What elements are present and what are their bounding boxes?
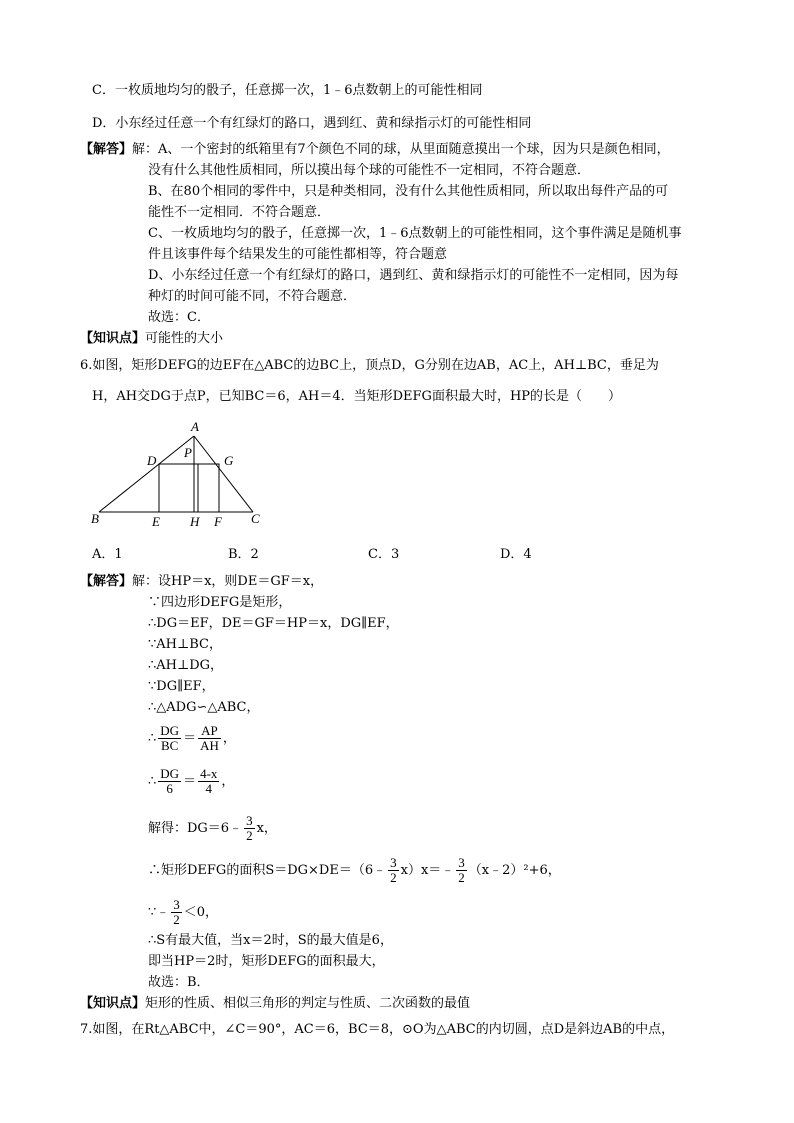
side-ac <box>194 436 253 512</box>
solution-step: ∵AH⊥BC， <box>148 637 222 652</box>
answer-line: 件且该事件每个结果发生的可能性都相等，符合题意 <box>148 247 448 262</box>
denominator: 2 <box>173 912 180 927</box>
numerator: 3 <box>390 855 397 870</box>
denominator: AH <box>200 738 219 753</box>
answer-line: C、一枚质地均匀的骰子，任意掷一次，1﹣6点数朝上的可能性相同，这个事件满足是随机事 <box>148 226 682 241</box>
denominator: 4 <box>205 781 212 796</box>
label-h: H <box>190 514 200 529</box>
label-c: C <box>251 511 260 526</box>
fraction <box>198 724 221 753</box>
label-b: B <box>91 511 99 526</box>
option-c: C．一枚质地均匀的骰子，任意掷一次，1﹣6点数朝上的可能性相同 <box>92 83 483 98</box>
solve-text-end: x， <box>256 821 277 836</box>
solution-step: ∵DG∥EF， <box>148 679 215 694</box>
option-b: B．2 <box>228 547 259 562</box>
equals: ＝ <box>183 731 197 746</box>
answer-line: 没有什么其他性质相同，所以摸出每个球的可能性不一定相同，不符合题意． <box>148 163 591 178</box>
option-a: A．1 <box>92 547 123 562</box>
knowledge-6 <box>80 995 470 1013</box>
side-ab <box>99 436 194 512</box>
denominator: 2 <box>458 870 465 885</box>
label-e: E <box>152 514 160 529</box>
area-text: ∴矩形DEFG的面积S＝DG×DE＝（6﹣ <box>148 863 387 878</box>
answer-block-5 <box>80 141 670 159</box>
therefore-symbol: ∴ <box>148 731 157 746</box>
comma: ， <box>222 731 236 746</box>
numerator: 4-x <box>200 766 218 781</box>
area-text-mid: x）x＝﹣ <box>400 863 455 878</box>
therefore-symbol: ∴ <box>148 774 157 789</box>
solve-text: 解得：DG＝6﹣ <box>148 821 243 836</box>
solution-step: 解：设HP＝x，则DE＝GF＝x， <box>132 574 324 589</box>
knowledge-tag: 【知识点】 <box>80 331 146 346</box>
rectangle-defg <box>159 464 219 512</box>
answer-line: 种灯的时间可能不同，不符合题意． <box>148 289 357 304</box>
area-text-end: （x﹣2）²+6， <box>468 863 561 878</box>
knowledge-tag: 【知识点】 <box>80 996 146 1011</box>
solution-step: 故选：B． <box>148 975 210 990</box>
fraction <box>158 724 181 753</box>
answer-line: 故选：C． <box>148 310 210 325</box>
knowledge-text: 可能性的大小 <box>145 331 224 346</box>
geometry-figure <box>88 415 278 530</box>
fraction <box>198 767 219 796</box>
numerator: DG <box>160 723 180 738</box>
denominator: 6 <box>166 781 173 796</box>
numerator: DG <box>160 766 180 781</box>
denominator: 2 <box>246 828 253 843</box>
comma: ， <box>221 774 235 789</box>
denominator: 2 <box>390 870 397 885</box>
proportion-step-1 <box>148 724 236 753</box>
answer-line: 能性不一定相同．不符合题意． <box>148 205 331 220</box>
solution-step: ∵四边形DEFG是矩形， <box>148 595 292 610</box>
equals: ＝ <box>183 774 197 789</box>
knowledge-5 <box>80 330 223 348</box>
sign-step <box>148 898 218 927</box>
because-text: ∵﹣ <box>148 905 170 920</box>
option-d: D．4 <box>500 547 532 562</box>
answer-block-6 <box>80 573 323 591</box>
fraction <box>244 814 255 843</box>
solution-step: 即当HP＝2时，矩形DEFG的面积最大， <box>148 954 385 969</box>
label-f: F <box>214 514 222 529</box>
solution-step: ∴S有最大值，当x＝2时，S的最大值是6， <box>148 933 393 948</box>
solution-step: ∴△ADG∽△ABC， <box>148 700 260 715</box>
proportion-step-2 <box>148 767 234 796</box>
fraction <box>456 856 467 885</box>
answer-line: 解：A、一个密封的纸箱里有7个颜色不同的球，从里面随意摸出一个球，因为只是颜色相同， <box>132 142 670 157</box>
knowledge-text: 矩形的性质、相似三角形的判定与性质、二次函数的最值 <box>145 996 471 1011</box>
numerator: 3 <box>173 897 180 912</box>
label-p: P <box>184 445 192 460</box>
option-c: C．3 <box>368 547 400 562</box>
answer-tag: 【解答】 <box>80 574 133 589</box>
numerator: 3 <box>458 855 465 870</box>
problem-7-stem-line1: 7.如图，在Rt△ABC中，∠C＝90°，AC＝6，BC＝8，⊙O为△ABC的内切圆，点D是斜边AB的中点， <box>80 1022 675 1037</box>
fraction <box>388 856 399 885</box>
fraction <box>158 767 181 796</box>
problem-6-stem-line2: H，AH交DG于点P，已知BC＝6，AH＝4．当矩形DEFG面积最大时，HP的长是（ ） <box>92 389 622 404</box>
label-a: A <box>191 419 199 434</box>
because-text-end: ＜0， <box>183 905 219 920</box>
denominator: BC <box>161 738 179 753</box>
solution-step: ∴AH⊥DG， <box>148 658 224 673</box>
numerator: AP <box>198 724 221 739</box>
answer-tag: 【解答】 <box>80 142 133 157</box>
label-d: D <box>147 453 157 468</box>
answer-line: D、小东经过任意一个有红绿灯的路口，遇到红、黄和绿指示灯的可能性不一定相同，因为每 <box>148 268 679 283</box>
area-step <box>148 856 561 885</box>
problem-6-stem-line1: 6.如图，矩形DEFG的边EF在△ABC的边BC上，顶点D，G分别在边AB，AC上，AH⊥BC，垂足为 <box>80 358 659 373</box>
answer-line: B、在80个相同的零件中，只是种类相同，没有什么其他性质相同，所以取出每件产品的可 <box>148 184 669 199</box>
solution-step: ∴DG＝EF，DE＝GF＝HP＝x，DG∥EF， <box>148 616 399 631</box>
fraction <box>171 898 182 927</box>
solve-step <box>148 814 277 843</box>
option-d: D．小东经过任意一个有红绿灯的路口，遇到红、黄和绿指示灯的可能性相同 <box>92 116 532 131</box>
label-g: G <box>224 453 234 468</box>
numerator: 3 <box>246 813 253 828</box>
